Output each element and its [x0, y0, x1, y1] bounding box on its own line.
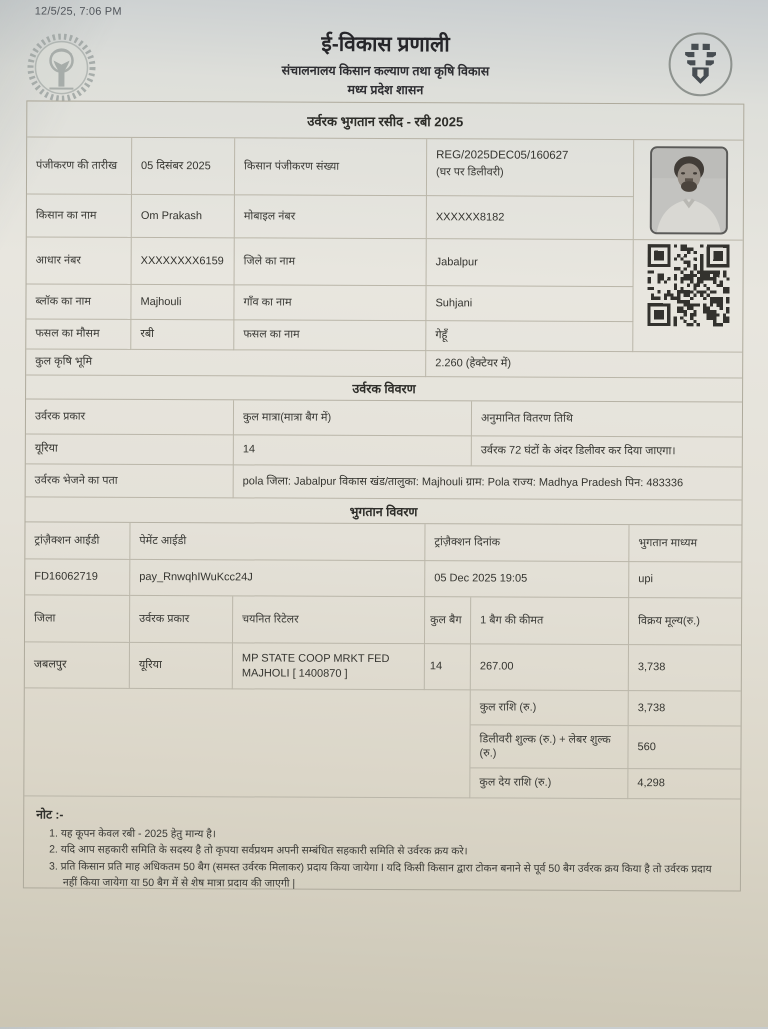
pay-type-label: उर्वरक प्रकार: [130, 596, 233, 643]
notes-title: नोट :-: [36, 807, 64, 822]
farmer-info-table: [26, 137, 743, 378]
reg-date-value: 05 दिसंबर 2025: [132, 138, 235, 195]
land-label: कुल कृषि भूमि: [26, 349, 426, 377]
fert-qty-label: कुल मात्रा(मात्रा बैग में): [234, 400, 472, 436]
note-item-1: 1. यह कूपन केवल रबी - 2025 हेतु मान्य है।: [49, 827, 216, 841]
farmer-name-value: Om Prakash: [132, 195, 235, 238]
method-value: upi: [629, 562, 741, 598]
payment-txn-table: [25, 522, 741, 598]
fertilizer-section-title: उर्वरक विवरण: [26, 375, 742, 402]
aadhaar-label: आधार नंबर: [27, 237, 132, 284]
pay-amount-label: विक्रय मूल्य(रु.): [629, 598, 741, 645]
txn-date-value: 05 Dec 2025 19:05: [425, 561, 629, 598]
pay-amount-value: 3,738: [629, 645, 741, 691]
district-value: Jabalpur: [427, 239, 634, 287]
pay-district-value: जबलपुर: [25, 642, 130, 688]
fert-delivery-note: उर्वरक 72 घंटों के अंदर डिलीवर कर दिया जाएगा।: [472, 436, 742, 467]
reg-date-label: पंजीकरण की तारीख: [27, 137, 132, 194]
qr-code: [633, 240, 742, 352]
crop-value: गेहूँ: [426, 321, 633, 352]
block-label: ब्लॉक का नाम: [26, 284, 131, 319]
receipt-title: उर्वरक भुगतान रसीद - रबी 2025: [27, 101, 743, 140]
grand-total-label: कुल देय राशि (रु.): [470, 768, 628, 799]
fert-qty-value: 14: [234, 435, 472, 466]
village-value: Suhjani: [426, 286, 633, 322]
delivery-fee-label: डिलीवरी शुल्क (रु.) + लेबर शुल्क (रु.): [470, 725, 628, 769]
pay-district-label: जिला: [25, 595, 130, 642]
fert-address-value: pola जिला: Jabalpur विकास खंड/तालुका: Majhouli ग्राम: Pola राज्य: Madhya Pradesh पिन: 483336: [234, 465, 742, 500]
farmer-photo: [649, 146, 727, 234]
reg-no-note: (घर पर डिलीवरी): [436, 166, 504, 179]
village-label: गाँव का नाम: [234, 285, 426, 321]
summary-empty-cell: [24, 688, 470, 798]
pay-bags-label: कुल बैग: [425, 597, 471, 644]
txn-date-label: ट्रांज़ैक्शन दिनांक: [425, 524, 629, 562]
txn-id-label: ट्रांज़ैक्शन आईडी: [25, 522, 130, 559]
payment-id-label: पेमेंट आईडी: [130, 523, 425, 561]
print-timestamp: 12/5/25, 7:06 PM: [34, 5, 122, 18]
grand-total-value: 4,298: [628, 769, 740, 799]
payment-summary-table: [24, 688, 740, 799]
method-label: भुगतान माध्यम: [629, 525, 741, 562]
district-label: जिले का नाम: [235, 238, 427, 286]
pay-price-value: 267.00: [471, 644, 629, 691]
farmer-photo-cell: [634, 140, 743, 240]
fert-delivery-label: अनुमानित वितरण तिथि: [472, 401, 742, 437]
season-label: फसल का मौसम: [26, 319, 131, 349]
app-subtitle-1: संचालनालय किसान कल्याण तथा कृषि विकास: [281, 63, 490, 79]
payment-section-title: भुगतान विवरण: [26, 497, 742, 525]
fert-type-value: यूरिया: [26, 434, 234, 465]
pay-bags-value: 14: [425, 644, 471, 690]
app-header: [1, 28, 768, 99]
reg-no-label: किसान पंजीकरण संख्या: [235, 138, 427, 196]
pay-type-value: यूरिया: [130, 643, 233, 689]
pay-retailer-value: MP STATE COOP MRKT FED MAJHOLI [ 1400870 ]: [233, 643, 425, 690]
reg-no-value: REG/2025DEC05/160627: [436, 149, 569, 162]
fertilizer-table: [26, 399, 742, 500]
fert-address-label: उर्वरक भेजने का पता: [26, 464, 234, 498]
land-value: 2.260 (हेक्टेयर में): [426, 351, 742, 378]
pay-retailer-label: चयनित रिटेलर: [233, 596, 425, 644]
total-value: 3,738: [629, 691, 741, 726]
block-value: Majhouli: [131, 285, 234, 320]
season-value: रबी: [131, 320, 234, 350]
txn-id-value: FD16062719: [25, 559, 130, 595]
reg-no-cell: [427, 139, 634, 197]
app-title: ई-विकास प्रणाली: [321, 32, 450, 57]
fert-type-label: उर्वरक प्रकार: [26, 399, 234, 435]
farmer-name-label: किसान का नाम: [27, 194, 132, 237]
mobile-label: मोबाइल नंबर: [235, 195, 427, 239]
receipt-document: [23, 100, 744, 891]
delivery-fee-value: 560: [628, 726, 740, 769]
payment-id-value: pay_RnwqhIWuKcc24J: [130, 560, 425, 597]
note-item-3: 3. प्रति किसान प्रति माह अधिकतम 50 बैग (समस्त उर्वरक मिलाकर) प्रदाय किया जायेगा I यदि किसी किसान द्वारा टोकन बनाने से पूर्व 50 बैग उर्वरक क्रय किया है तो उर्वरक प्रदाय नहीं किया जायेगा या 50 बैग में से शेष मात्रा प्रदाय की जाएगी |: [48, 860, 712, 890]
total-label: कुल राशि (रु.): [471, 690, 629, 726]
markfed-emblem-icon: [665, 29, 735, 104]
aadhaar-value: XXXXXXXX6159: [132, 238, 235, 285]
pay-price-label: 1 बैग की कीमत: [471, 597, 629, 645]
crop-label: फसल का नाम: [234, 320, 426, 351]
app-subtitle-2: मध्य प्रदेश शासन: [347, 82, 424, 98]
payment-detail-table: [25, 595, 741, 691]
note-item-2: 2. यदि आप सहकारी समिति के सदस्य है तो कृपया सर्वप्रथम अपनी सम्बंधित सहकारी समिति से उर्वरक क्रय करे।: [49, 843, 468, 858]
notes-section: [24, 796, 740, 893]
mobile-value: XXXXXX8182: [427, 196, 634, 240]
